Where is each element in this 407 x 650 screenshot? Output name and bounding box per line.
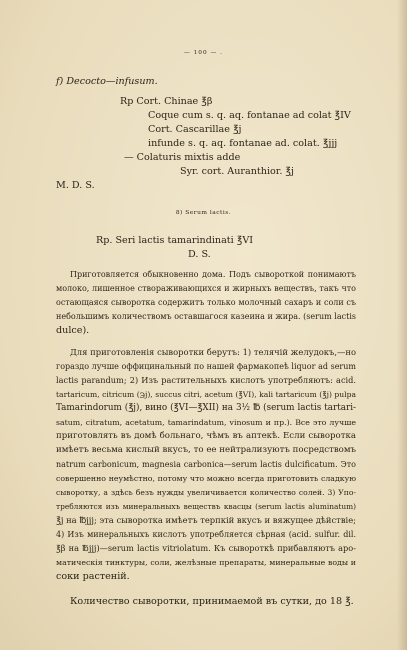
recipe-f-line: Syr. cort. Auranthior. ℥j (180, 166, 294, 177)
p3-line: Количество сыворотки, принимаемой въ сутки, до 18 ℥. (70, 596, 354, 607)
p2-line: Tamarindorum (℥j), вино (℥VI—℥XII) на 3½ ℔ (serum lactis tartari- (56, 403, 356, 413)
recipe-f-title: f) Decocto—infusum. (56, 76, 158, 87)
recipe-f-line: Cort. Cascarillae ℥j (148, 124, 242, 135)
p2-line: сыворотку, а здѣсь безъ нужды увеличивается количество солей. 3) Упо- (56, 488, 356, 497)
recipe-f-line: Coque cum s. q. aq. fontanae ad colat ℥IV (148, 110, 351, 121)
p2-line: совершенно неумѣстно, потому что можно всегда приготовить сладкую (56, 474, 356, 483)
p2-line: tartaricum, citricum (℈j), succus citri, acetum (℥VI), kali tartaricum (℥j) pulpa (56, 390, 356, 399)
p2-line: соки растеній. (56, 571, 130, 582)
section-8-title: 8) Serum lactis. (175, 210, 232, 216)
p2-line: ℥β на ℔jjj)—serum lactis vitriolatum. Къ сывороткѣ прибавляютъ аро- (56, 543, 356, 553)
recipe-f-line: Rp Cort. Chinae ℥β (120, 96, 213, 107)
p1-line: остающаяся сыворотка содержитъ только молочный сахаръ и соли съ (56, 298, 356, 307)
p2-line: Для приготовленія сыворотки берутъ: 1) телячій желудокъ,—но (70, 347, 356, 357)
p2-line: приготовлять въ домѣ больнаго, чѣмъ въ аптекѣ. Если сыворотка (56, 431, 356, 441)
recipe-f-line: — Colaturis mixtis adde (124, 152, 241, 163)
p2-line: гораздо лучше оффицинальный по нашей фармакопеѣ liquor ad serum (56, 362, 356, 371)
recipe-f-line: infunde s. q. aq. fontanae ad. colat. ℥jjj (148, 138, 338, 149)
p1-line: небольшимъ количествомъ оставшагося казеина и жира. (serum lactis (56, 312, 356, 321)
p2-line: требляются изъ минеральныхъ веществъ квасцы (serum lactis aluminatum) (56, 502, 356, 511)
page-edge-shadow (397, 0, 407, 650)
p2-line: natrum carbonicum, magnesia carbonica—serum lactis dulcificatum. Это (56, 460, 356, 469)
section-8-recipe-line: Rp. Seri lactis tamarindinati ℥VI (96, 235, 254, 246)
p1-line: молоко, лишенное створаживающихся и жирныхъ веществъ, такъ что (56, 284, 356, 293)
p2-line: satum, citratum, acetatum, tamarindatum, vinosum и пр.). Все это лучше (56, 418, 356, 427)
section-8-recipe-line: D. S. (188, 249, 211, 260)
p2-line: ℥j на ℔jjj; эта сыворотка имѣетъ терпкій вкусъ и вяжущее дѣйствіе; (56, 515, 356, 525)
p2-line: матическія тинктуры, соли, желѣзные препараты, минеральные воды и (56, 558, 356, 567)
p1-line: Приготовляется обыкновенно дома. Подъ сывороткой понимаютъ (70, 270, 356, 279)
recipe-f-line: M. D. S. (56, 180, 95, 191)
p2-line: lactis parandum; 2) Изъ растительныхъ кислотъ употребляютъ: acid. (56, 375, 356, 385)
p1-line: dulce). (56, 325, 90, 336)
p2-line: 4) Изъ минеральныхъ кислотъ употребляется сѣрная (acid. sulfur. dil. (56, 530, 356, 539)
page-number: — 100 — . (183, 50, 224, 56)
p2-line: имѣетъ весьма кислый вкусъ, то ее нейтрализуютъ посредствомъ (56, 445, 356, 455)
